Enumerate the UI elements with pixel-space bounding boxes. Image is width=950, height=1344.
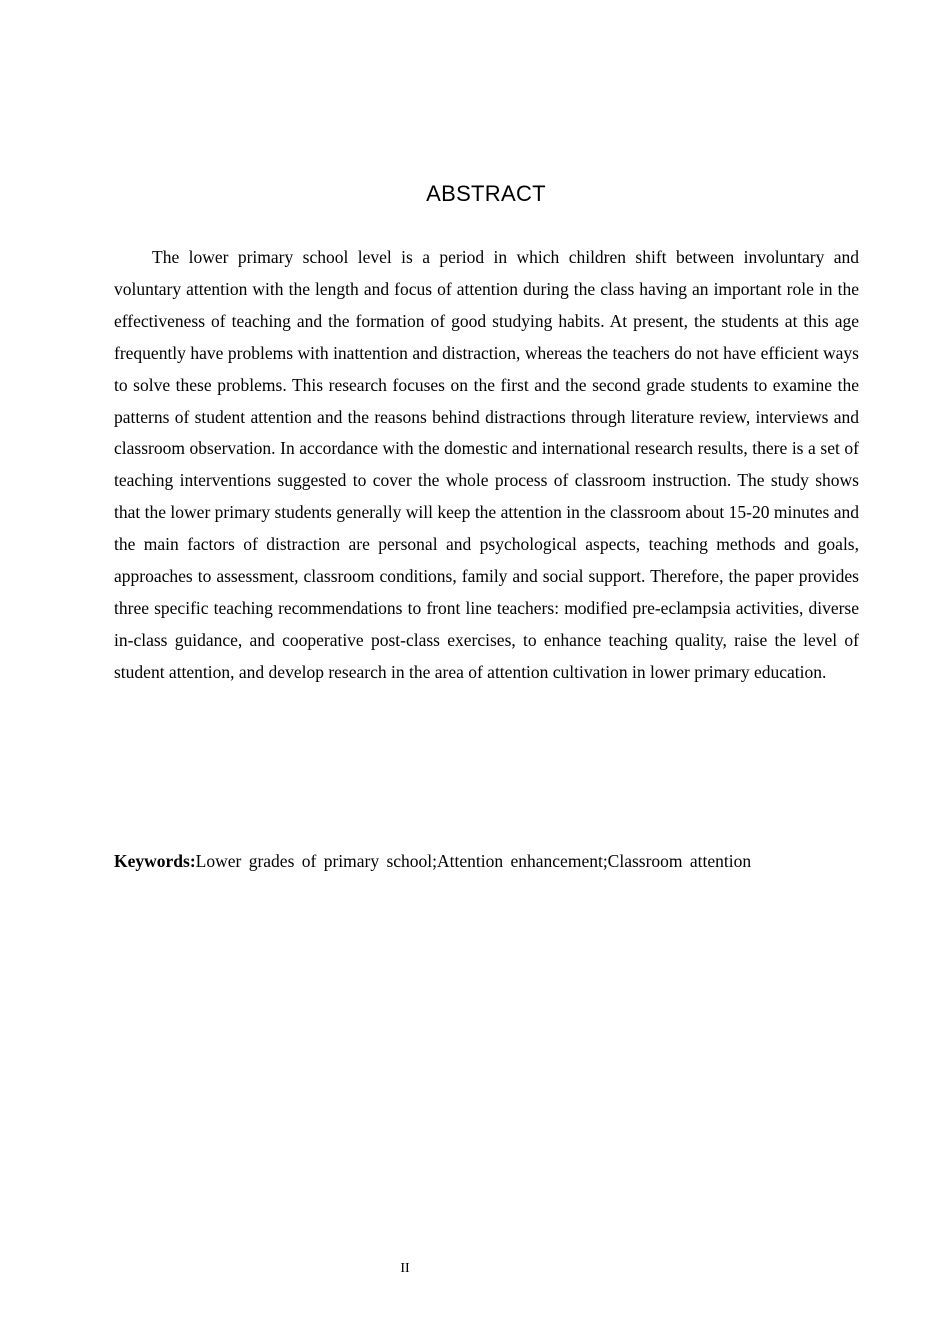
abstract-title: ABSTRACT [426, 181, 546, 206]
keywords-line [114, 846, 859, 876]
keywords-text: Lower grades of primary school;Attention enhancement;Classroom attention [195, 851, 752, 871]
page-number: II [400, 1261, 410, 1276]
keywords-label: Keywords: [114, 851, 196, 871]
abstract-paragraph: The lower primary school level is a period in which children shift between involuntary and voluntary attention with the length and focus of attention during the class having an important role in the effectiveness of teaching and the formation of good studying habits. At present, the students at this age frequently have problems with inattention and distraction, whereas the teachers do not have efficient ways to solve these problems. This research focuses on the first and the second grade students to examine the patterns of student attention and the reasons behind distractions through literature review, interviews and classroom observation. In accordance with the domestic and international research results, there is a set of teaching interventions suggested to cover the whole process of classroom instruction. The study shows that the lower primary students generally will keep the attention in the classroom about 15-20 minutes and the main factors of distraction are personal and psychological aspects, teaching methods and goals, approaches to assessment, classroom conditions, family and social support. Therefore, the paper provides three specific teaching recommendations to front line teachers: modified pre-eclampsia activities, diverse in-class guidance, and cooperative post-class exercises, to enhance teaching quality, raise the level of student attention, and develop research in the area of attention cultivation in lower primary education. [114, 247, 859, 682]
